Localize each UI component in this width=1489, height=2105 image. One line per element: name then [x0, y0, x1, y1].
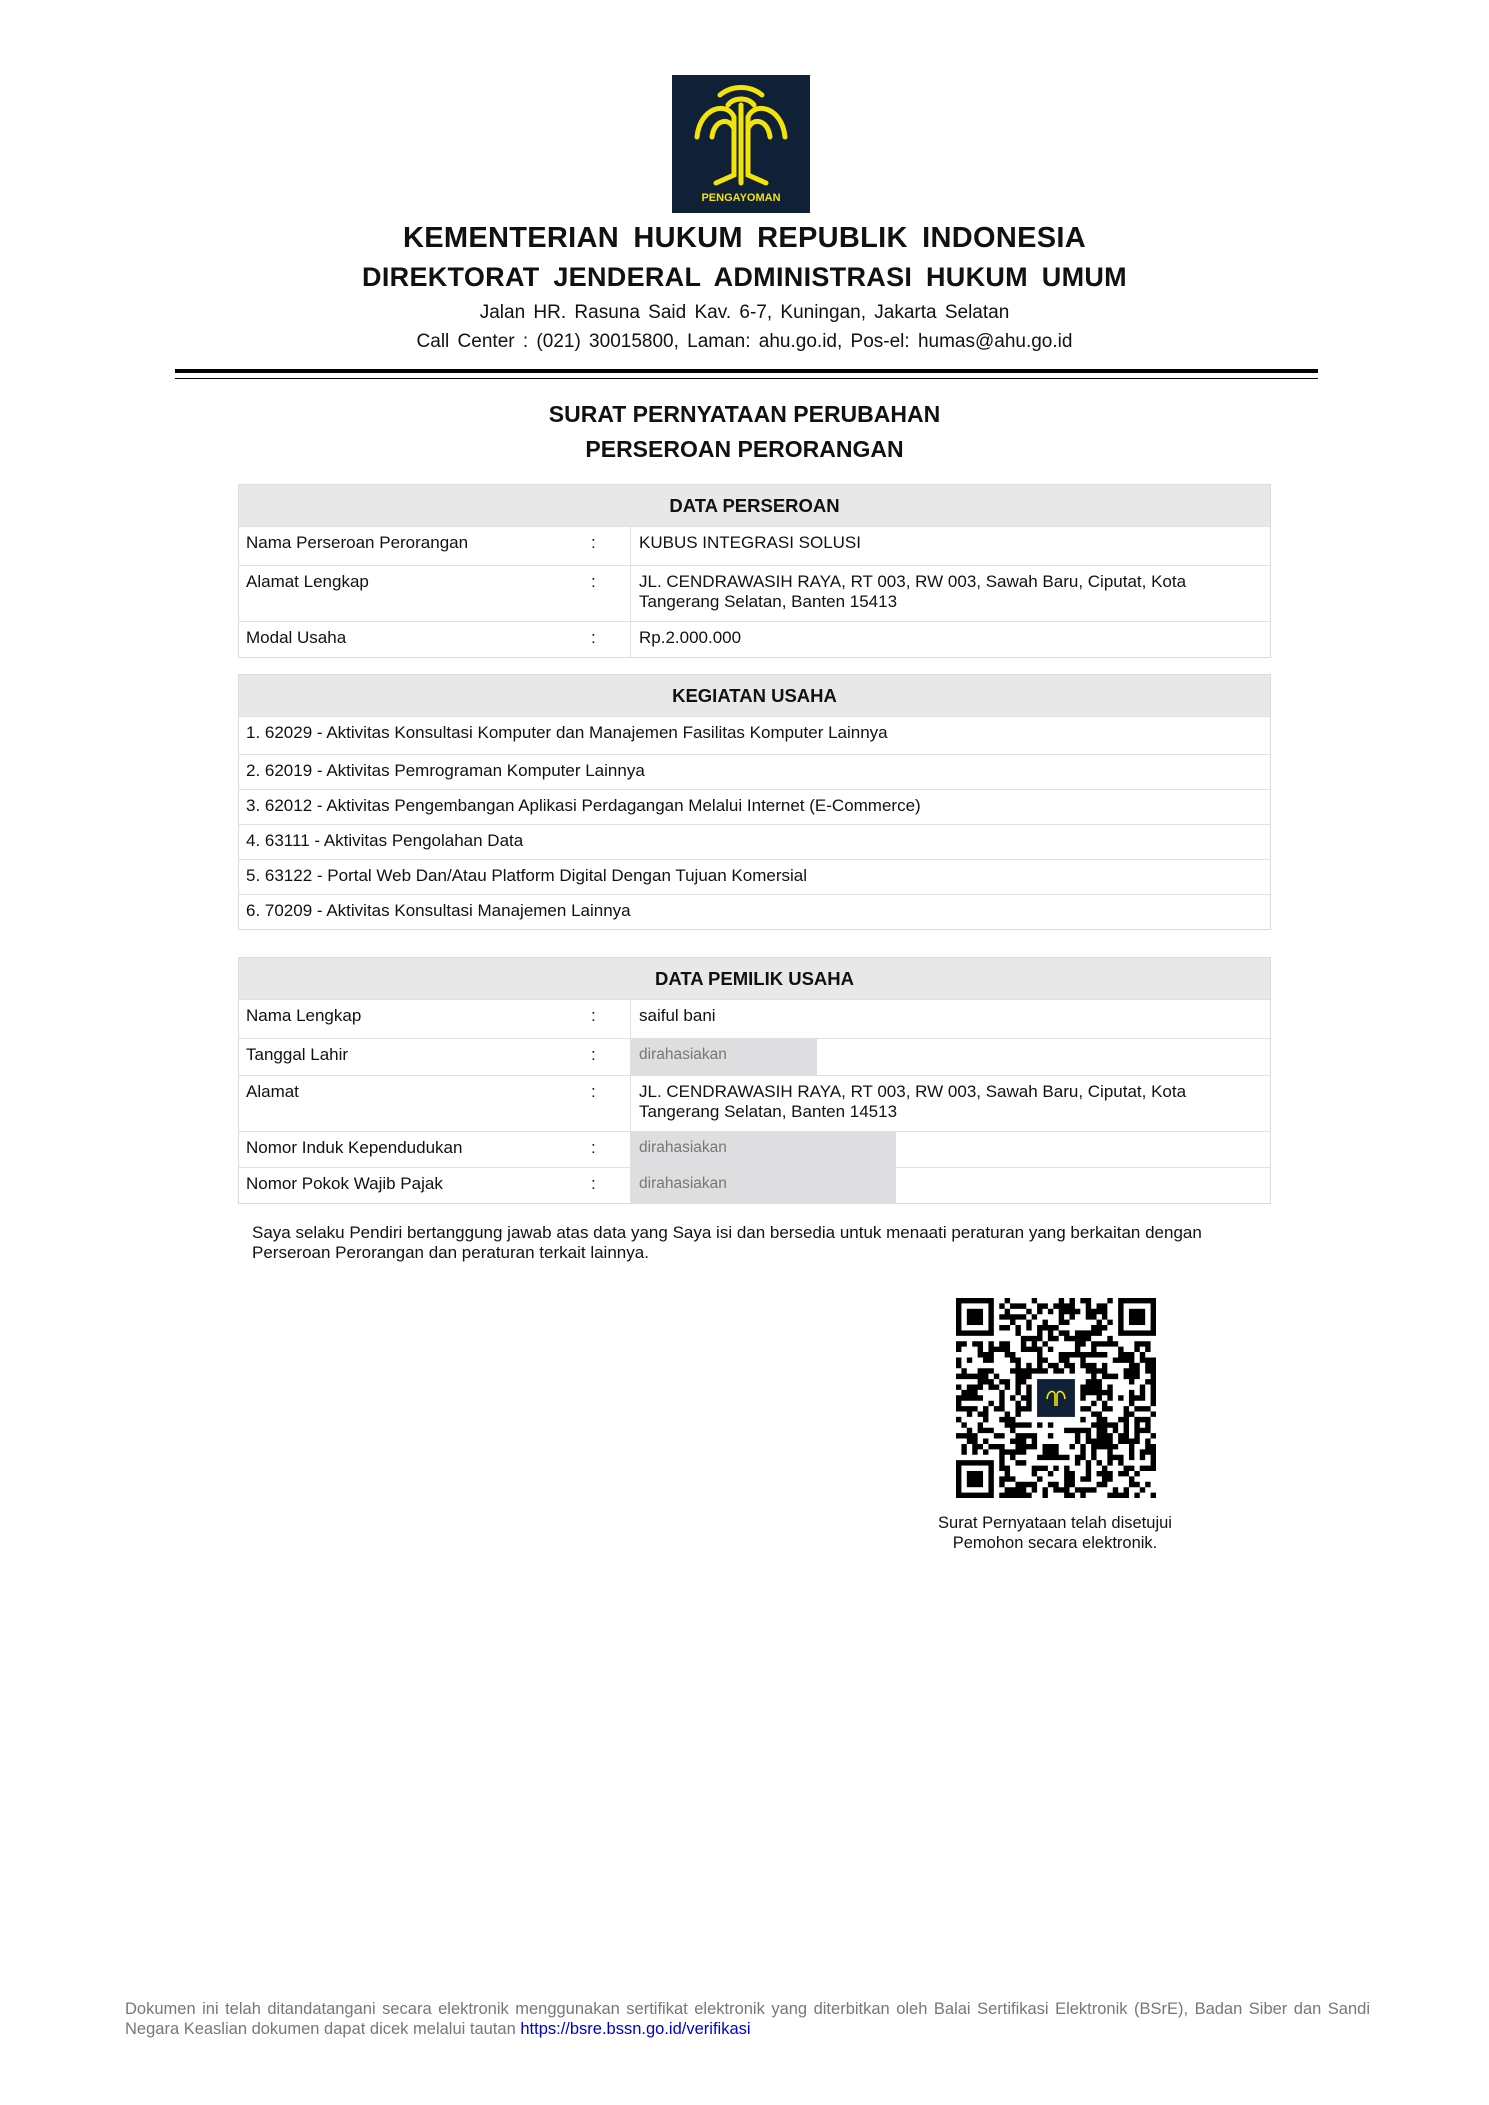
- field-label: Nomor Induk Kependudukan: [246, 1138, 463, 1157]
- directorate-name: DIREKTORAT JENDERAL ADMINISTRASI HUKUM UMUM: [362, 262, 1127, 292]
- table-row: [239, 526, 1270, 565]
- qr-code-icon: [956, 1298, 1156, 1498]
- field-label: Nama Lengkap: [246, 1006, 362, 1025]
- founder-statement: Saya selaku Pendiri bertanggung jawab atas data yang Saya isi dan bersedia untuk menaati peraturan yang berkaitan dengan Perseroan Perorangan dan peraturan terkait lainnya.: [252, 1223, 1202, 1262]
- list-item: 1. 62029 - Aktivitas Konsultasi Komputer dan Manajemen Fasilitas Komputer Lainnya: [239, 716, 1270, 754]
- list-item: 6. 70209 - Aktivitas Konsultasi Manajemen Lainnya: [239, 894, 1270, 929]
- list-item: 4. 63111 - Aktivitas Pengolahan Data: [239, 824, 1270, 859]
- list-item: 2. 62019 - Aktivitas Pemrograman Komputer Lainnya: [239, 754, 1270, 789]
- qr-caption-line1: Surat Pernyataan telah disetujui: [938, 1514, 1172, 1532]
- table-row: [239, 1167, 1270, 1203]
- field-value: Rp.2.000.000: [639, 628, 742, 647]
- pengayoman-logo: [672, 75, 810, 213]
- field-separator: :: [579, 1168, 631, 1203]
- field-separator: :: [579, 622, 631, 657]
- field-label: Modal Usaha: [246, 628, 347, 647]
- list-item: 5. 63122 - Portal Web Dan/Atau Platform Digital Dengan Tujuan Komersial: [239, 859, 1270, 894]
- field-value: JL. CENDRAWASIH RAYA, RT 003, RW 003, Sawah Baru, Ciputat, Kota Tangerang Selatan, Banten 15413: [639, 572, 1187, 611]
- logo-text: PENGAYOMAN: [701, 192, 781, 204]
- field-separator: :: [579, 1076, 631, 1131]
- footer-note: [125, 1999, 1370, 2039]
- pengayoman-emblem-icon: [672, 75, 810, 213]
- redacted-value: dirahasiakan: [631, 1132, 896, 1167]
- field-value: KUBUS INTEGRASI SOLUSI: [639, 533, 861, 552]
- footer-text: Dokumen ini telah ditandatangani secara elektronik menggunakan sertifikat elektronik yang diterbitkan oleh Balai Sertifikasi Elektronik (BSrE), Badan Siber dan Sandi Negara Keaslian dokumen dapat dicek melalui tautan: [125, 2000, 1370, 2038]
- section-heading: DATA PERSEROAN: [239, 485, 1270, 526]
- office-address: Jalan HR. Rasuna Said Kav. 6-7, Kuningan, Jakarta Selatan: [479, 302, 1010, 323]
- header-divider-thick: [175, 369, 1318, 373]
- field-value: saiful bani: [639, 1006, 716, 1025]
- redacted-value: dirahasiakan: [631, 1039, 817, 1075]
- document-title-line2: PERSEROAN PERORANGAN: [585, 436, 904, 462]
- table-row: [239, 1075, 1270, 1131]
- kegiatan-usaha-section: [238, 674, 1271, 930]
- data-perseroan-section: [238, 484, 1271, 658]
- section-heading: KEGIATAN USAHA: [239, 675, 1270, 716]
- header-divider-thin: [175, 378, 1318, 379]
- verification-link[interactable]: https://bsre.bssn.go.id/verifikasi: [520, 2020, 751, 2038]
- field-label: Nomor Pokok Wajib Pajak: [246, 1174, 443, 1193]
- table-row: [239, 1038, 1270, 1075]
- field-label: Alamat Lengkap: [246, 572, 369, 591]
- field-label: Alamat: [246, 1082, 299, 1101]
- section-heading: DATA PEMILIK USAHA: [239, 958, 1270, 999]
- field-label: Nama Perseroan Perorangan: [246, 533, 469, 552]
- document-title-line1: SURAT PERNYATAAN PERUBAHAN: [548, 401, 941, 427]
- field-separator: :: [579, 1039, 631, 1075]
- qr-caption-line2: Pemohon secara elektronik.: [952, 1534, 1158, 1552]
- field-separator: :: [579, 566, 631, 621]
- list-item: 3. 62012 - Aktivitas Pengembangan Aplikasi Perdagangan Melalui Internet (E-Commerce): [239, 789, 1270, 824]
- field-separator: :: [579, 527, 631, 565]
- field-label: Tanggal Lahir: [246, 1045, 349, 1064]
- qr-code: [956, 1298, 1156, 1498]
- table-row: [239, 565, 1270, 621]
- field-separator: :: [579, 1000, 631, 1038]
- ministry-name: KEMENTERIAN HUKUM REPUBLIK INDONESIA: [403, 222, 1086, 254]
- contact-info: Call Center : (021) 30015800, Laman: ahu.go.id, Pos-el: humas@ahu.go.id: [416, 331, 1073, 352]
- data-pemilik-usaha-section: [238, 957, 1271, 1204]
- table-row: [239, 999, 1270, 1038]
- qr-caption: [900, 1513, 1210, 1553]
- table-row: [239, 621, 1270, 657]
- table-row: [239, 1131, 1270, 1167]
- field-value: JL. CENDRAWASIH RAYA, RT 003, RW 003, Sawah Baru, Ciputat, Kota Tangerang Selatan, Banten 14513: [639, 1082, 1187, 1121]
- field-separator: :: [579, 1132, 631, 1167]
- redacted-value: dirahasiakan: [631, 1168, 896, 1203]
